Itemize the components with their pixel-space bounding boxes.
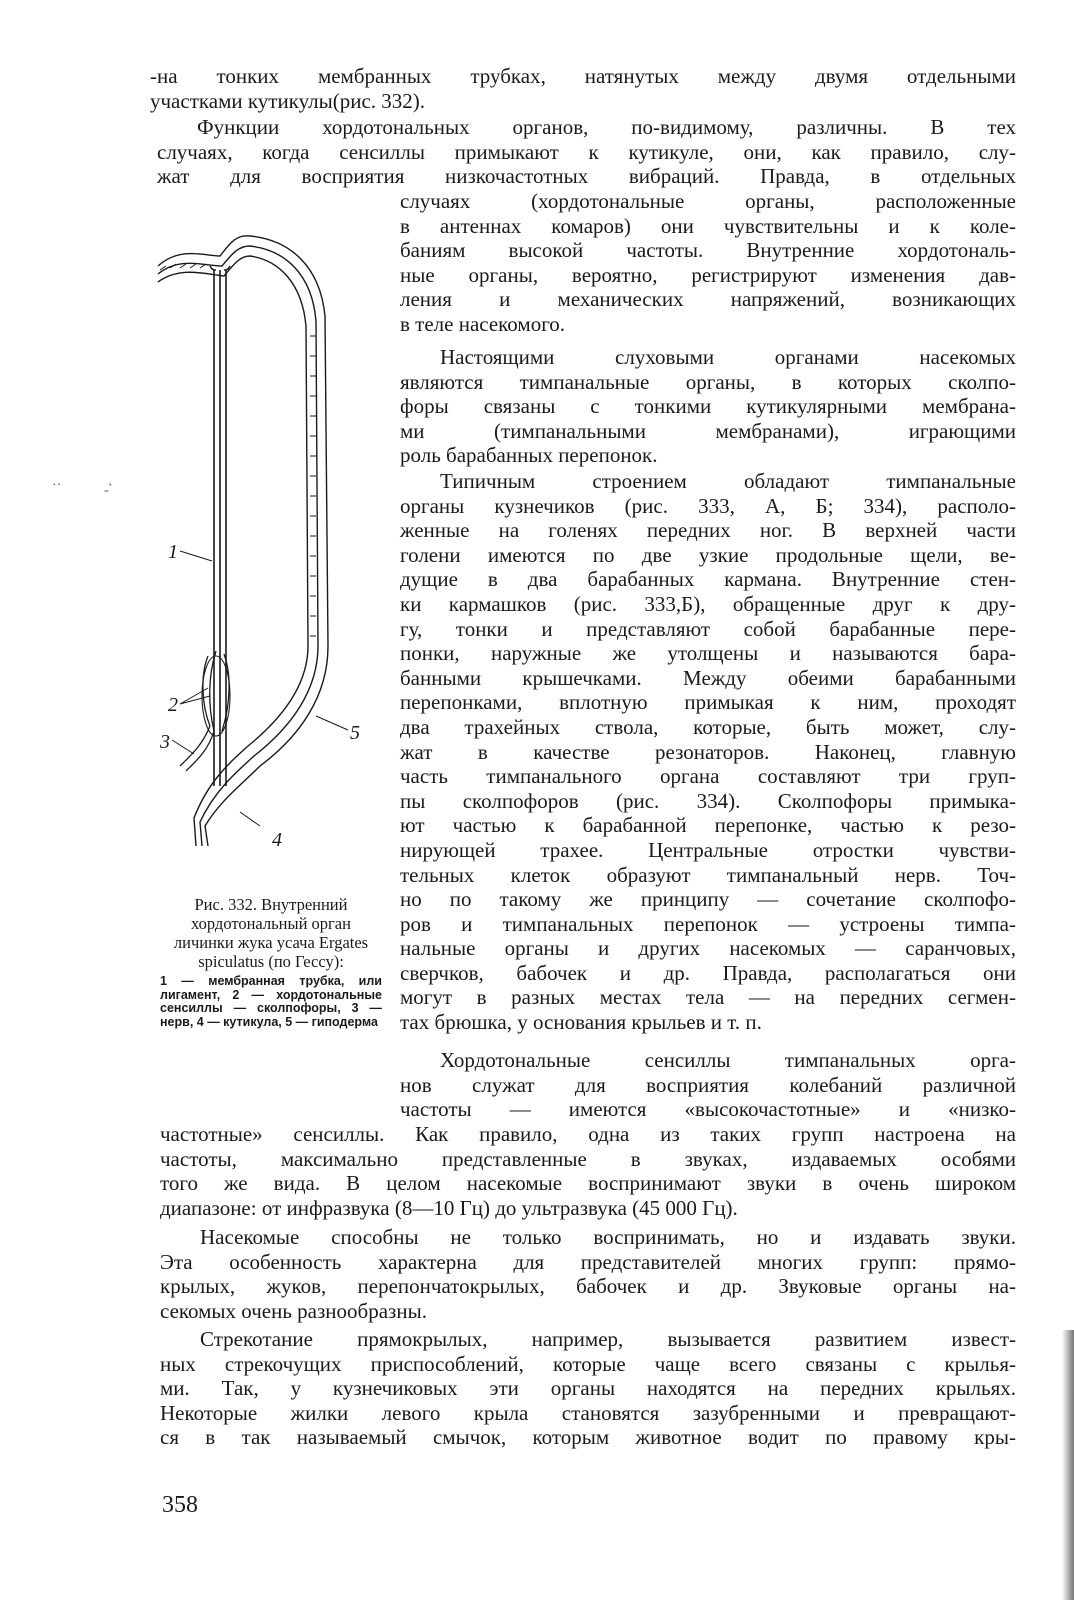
text-line: женные на голенях передних ног. В верхней части xyxy=(400,518,1016,543)
text-line: -на тонких мембранных трубках, натянутых между двумя отдельными xyxy=(150,64,1016,88)
text-line: форы связаны с тонкими кутикулярными мембрана- xyxy=(400,394,1016,419)
text-line: перепонками, вплотную примыкая к ним, проходят xyxy=(400,690,1016,715)
text-line: нирующей трахее. Центральные отростки чувстви- xyxy=(400,837,1016,862)
paragraph-top xyxy=(150,64,1016,113)
text-line: дущие в два барабанных кармана. Внутренние стен- xyxy=(400,567,1016,592)
figure-caption-title: Рис. 332. Внутренний хордотональный орган личинки жука усача Ergates spiculatus (по Гессу): xyxy=(173,895,369,971)
text-line: в антеннах комаров) они чувствительны и к коле- xyxy=(400,213,1016,238)
paragraph-hearing-organs xyxy=(400,345,1016,468)
text-line: ми (тимпанальными мембранами), играющими xyxy=(400,418,1016,443)
text-line: того же вида. В целом насекомые воспринимают звуки в очень широком xyxy=(160,1171,1016,1196)
text-line: могут в разных местах тела — на передних сегмен- xyxy=(400,985,1016,1010)
paragraph-sensilla-wide xyxy=(160,1122,1016,1220)
paragraph-functions-wide xyxy=(157,115,1016,189)
paragraph-sensilla-narrow xyxy=(400,1048,1016,1122)
text-line: Настоящими слуховыми органами насекомых xyxy=(440,345,1016,369)
text-line: два трахейных ствола, которые, быть может, слу- xyxy=(400,714,1016,739)
text-line: пы сколпофоров (рис. 334). Сколпофоры примыка- xyxy=(400,788,1016,813)
text-line: Некоторые жилки левого крыла становятся зазубренными и превращают- xyxy=(160,1400,1016,1425)
text-line: ные органы, вероятно, регистрируют изменения дав- xyxy=(400,262,1016,287)
text-line: Эта особенность характерна для представителей многих групп: прямо- xyxy=(160,1249,1016,1274)
text-line: голени имеются по две узкие продольные щели, ве- xyxy=(400,542,1016,567)
text-line: Типичным строением обладают тимпанальные xyxy=(440,469,1016,493)
text-line: баниям высокой частоты. Внутренние хордотональ- xyxy=(400,238,1016,263)
text-line: Функции хордотональных органов, по-видимому, различны. В тех xyxy=(197,115,1016,139)
figure-caption-legend: 1 — мембранная трубка, или лигамент, 2 — хордотональные сенсиллы — сколпофоры, 3 — нерв, 4 — кутикула, 5 — гиподерма xyxy=(160,974,382,1029)
figure-drawing xyxy=(158,236,348,846)
figure-label-5: 5 xyxy=(350,722,360,744)
paragraph-stridulation xyxy=(160,1327,1016,1450)
text-line: частоты — имеются «высокочастотные» и «низко- xyxy=(400,1097,1016,1122)
paragraph-typical-structure xyxy=(400,469,1016,1035)
text-line: тельных клеток образуют тимпанальный нерв. Точ- xyxy=(400,862,1016,887)
text-line: ся в так называемый смычок, которым животное водит по правому кры- xyxy=(160,1425,1016,1450)
text-line: Насекомые способны не только воспринимать, но и издавать звуки. xyxy=(200,1225,1016,1249)
text-line: ми. Так, у кузнечиковых эти органы находятся на передних крыльях. xyxy=(160,1376,1016,1401)
text-line: крылых, жуков, перепончатокрылых, бабочек и др. Звуковые органы на- xyxy=(160,1274,1016,1299)
text-line: являются тимпанальные органы, в которых сколпо- xyxy=(400,369,1016,394)
text-line: гу, тонки и представляют собой барабанные пере- xyxy=(400,616,1016,641)
figure-label-2: 2 xyxy=(168,694,178,716)
text-line: жат для восприятия низкочастотных вибраций. Правда, в отдельных xyxy=(157,164,1016,189)
text-line: ки кармашков (рис. 333,Б), обращенные друг к дру- xyxy=(400,591,1016,616)
scan-edge-shadow xyxy=(1062,1330,1074,1600)
text-line: нов служат для восприятия колебаний различной xyxy=(400,1072,1016,1097)
text-line: в теле насекомого. xyxy=(400,311,566,336)
text-line: понки, наружные же утолщены и называются бара- xyxy=(400,641,1016,666)
text-line: тах брюшка, у основания крыльев и т. п. xyxy=(400,1010,762,1035)
text-line: диапазоне: от инфразвука (8—10 Гц) до ультразвука (45 000 Гц). xyxy=(160,1195,738,1220)
figure-label-3: 3 xyxy=(160,731,170,753)
text-line: секомых очень разнообразны. xyxy=(160,1298,427,1323)
text-line: жат в качестве резонаторов. Наконец, главную xyxy=(400,739,1016,764)
text-line: участками кутикулы(рис. 332). xyxy=(150,88,426,113)
text-line: органы кузнечиков (рис. 333, А, Б; 334), располо- xyxy=(400,493,1016,518)
text-line: ления и механических напряжений, возникающих xyxy=(400,287,1016,312)
text-line: Стрекотание прямокрылых, например, вызывается развитием извест- xyxy=(200,1327,1016,1351)
text-line: часть тимпанального органа составляют три груп- xyxy=(400,764,1016,789)
text-line: ют частью к барабанной перепонке, частью к резо- xyxy=(400,813,1016,838)
text-line: Хордотональные сенсиллы тимпанальных орга- xyxy=(440,1048,1016,1072)
scan-speck: ·· xyxy=(52,478,62,493)
text-line: но по такому же принципу — сочетание сколпофо- xyxy=(400,887,1016,912)
text-line: роль барабанных перепонок. xyxy=(400,443,658,468)
figure-label-4: 4 xyxy=(272,829,282,851)
text-line: банными крышечками. Между обеими барабанными xyxy=(400,665,1016,690)
text-line: сверчков, бабочек и др. Правда, располагаться они xyxy=(400,960,1016,985)
scan-speck: -‵ xyxy=(104,483,112,498)
text-line: случаях (хордотональные органы, расположенные xyxy=(400,189,1016,213)
text-line: нальные органы и других насекомых — саранчовых, xyxy=(400,936,1016,961)
text-line: частоты, максимально представленные в звуках, издаваемых особями xyxy=(160,1146,1016,1171)
text-line: случаях, когда сенсиллы примыкают к кутикуле, они, как правило, слу- xyxy=(157,139,1016,164)
paragraph-functions-narrow xyxy=(400,189,1016,337)
text-line: ных стрекочущих приспособлений, которые чаще всего связаны с крылья- xyxy=(160,1351,1016,1376)
text-line: ров и тимпанальных перепонок — устроены тимпа- xyxy=(400,911,1016,936)
paragraph-sound-production xyxy=(160,1225,1016,1323)
figure-caption xyxy=(160,895,382,1029)
figure-label-1: 1 xyxy=(168,541,178,563)
page-number: 358 xyxy=(162,1492,198,1518)
figure-chordotonal-organ xyxy=(150,226,390,866)
text-line: частотные» сенсиллы. Как правило, одна из таких групп настроена на xyxy=(160,1122,1016,1146)
